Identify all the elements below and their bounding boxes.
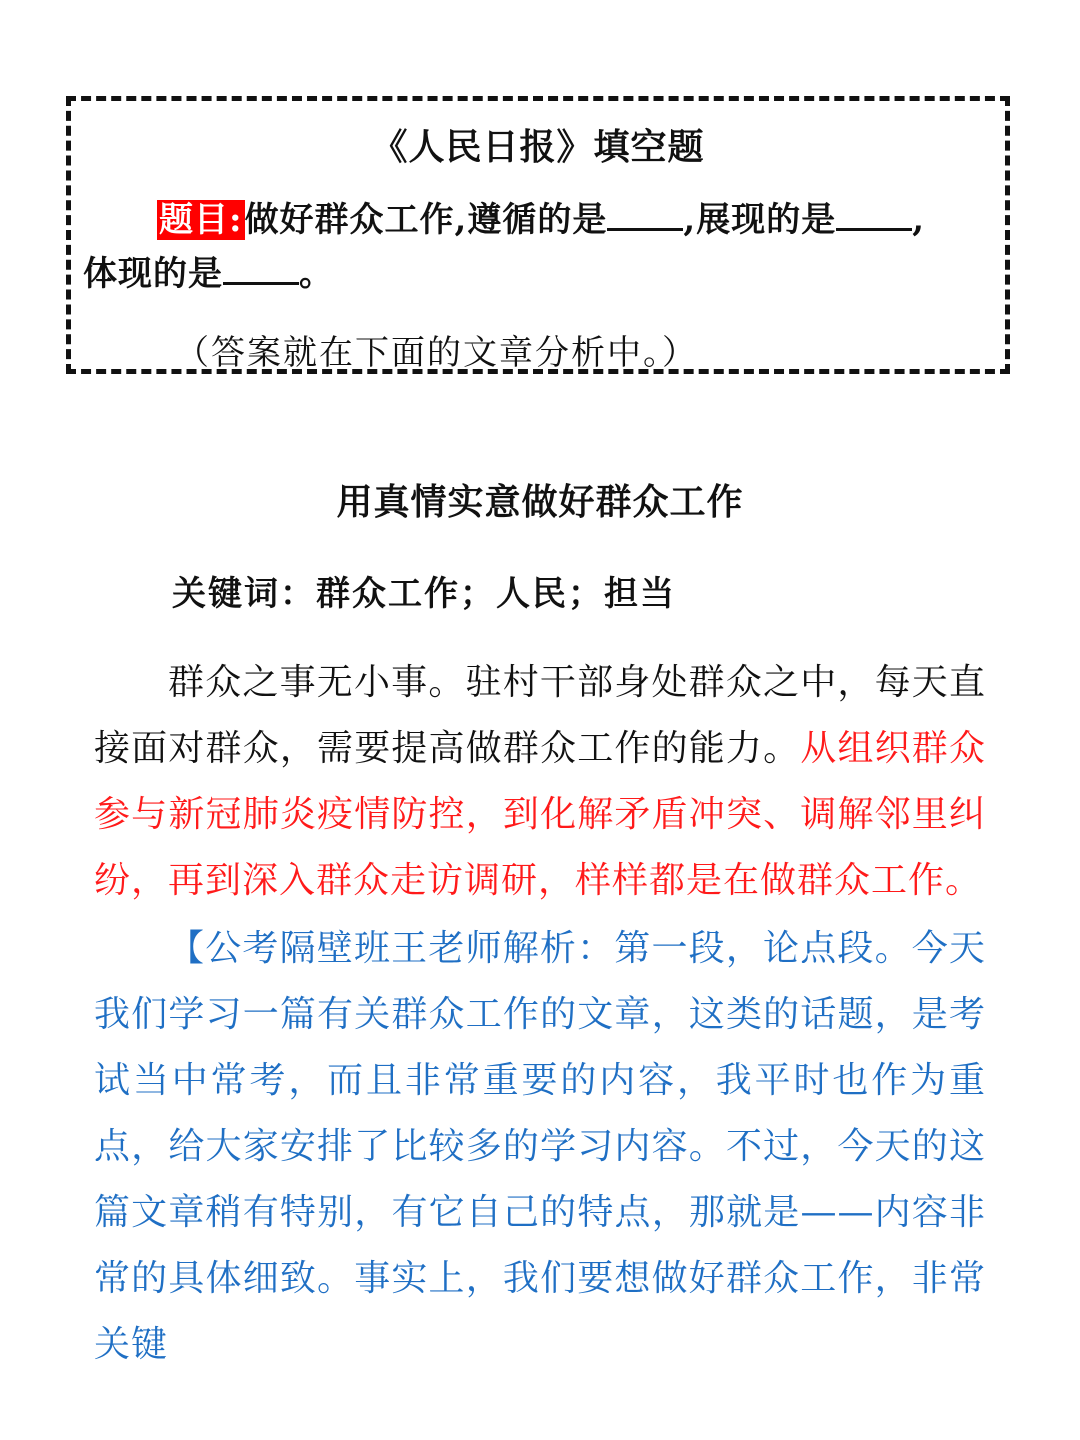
question-line-2 (83, 247, 991, 301)
article-title: 用真情实意做好群众工作 (336, 481, 744, 523)
paragraph-1-highlight: 从组织群众参与新冠肺炎疫情防控，到化解矛盾冲突、调解邻里纠纷，再到深入群众走访调研，样样都是在做群众工作。 (94, 728, 986, 901)
article-paragraph-1 (94, 650, 986, 914)
paragraph-1-normal: 群众之事无小事。驻村干部身处群众之中，每天直接面对群众，需要提高做群众工作的能力。 (94, 662, 986, 769)
question-text-3: , (912, 200, 926, 240)
question-end: 。 (299, 254, 334, 294)
answer-blank-3 (223, 252, 299, 285)
question-text-4: 体现的是 (83, 254, 223, 294)
question-text-1: 做好群众工作,遵循的是 (244, 200, 608, 240)
analysis-paragraph: 【公考隔壁班王老师解析：第一段，论点段。今天我们学习一篇有关群众工作的文章，这类的话题，是考试当中常考，而且非常重要的内容，我平时也作为重点，给大家安排了比较多的学习内容。不过，今天的这篇文章稍有特别，有它自己的特点，那就是——内容非常的具体细致。事实上，我们要想做好群众工作，非常关键 (94, 928, 986, 1365)
article-keywords: 关键词：群众工作；人民；担当 (172, 574, 676, 614)
answer-blank-2 (836, 198, 912, 231)
quiz-title: 《人民日报》填空题 (371, 127, 705, 168)
question-label: 题目: (159, 200, 243, 240)
question-text-2: ,展现的是 (683, 200, 837, 240)
quiz-question (83, 193, 991, 301)
quiz-hint: （答案就在下面的文章分析中。） (175, 333, 698, 373)
answer-blank-1 (607, 198, 683, 231)
quiz-box (66, 96, 1010, 374)
